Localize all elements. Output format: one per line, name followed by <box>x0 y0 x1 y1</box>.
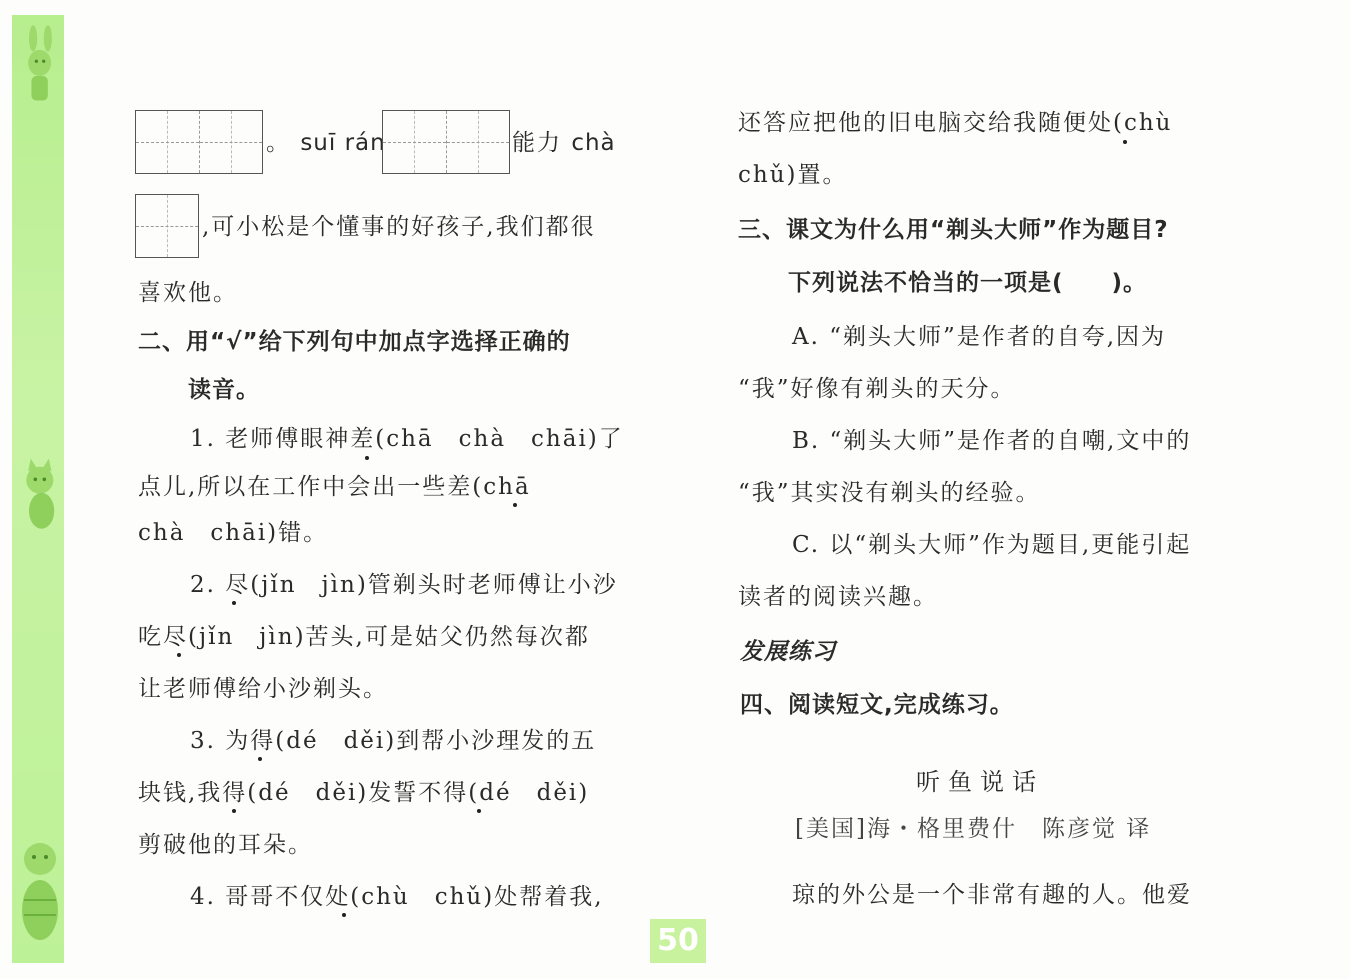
option-a-line-1: A. “剃头大师”是作者的自夸,因为 <box>792 324 1167 350</box>
sentence-line-3: 喜欢他。 <box>138 280 238 306</box>
option-b-line-1: B. “剃头大师”是作者的自嘲,文中的 <box>792 428 1192 454</box>
q2-line-2: 吃尽(jǐn jìn)苦头,可是姑父仍然每次都 <box>138 624 590 650</box>
emphasis-dot <box>232 809 236 813</box>
emphasis-dot <box>513 503 517 507</box>
q3-line-1: 3. 为得(dé děi)到帮小沙理发的五 <box>190 728 597 754</box>
emphasis-dot <box>258 757 262 761</box>
q2-line-1: 2. 尽(jǐn jìn)管剃头时老师傅让小沙 <box>190 572 618 598</box>
sentence-line-2: ,可小松是个懂事的好孩子,我们都很 <box>202 214 596 240</box>
section-3-heading: 三、课文为什么用“剃头大师”作为题目? <box>738 217 1169 243</box>
writing-grid-3[interactable] <box>135 194 199 258</box>
q3-line-3: 剪破他的耳朵。 <box>138 832 313 858</box>
section-3-heading-cont: 下列说法不恰当的一项是( )。 <box>788 270 1148 296</box>
story-first-line: 琼的外公是一个非常有趣的人。他爱 <box>792 882 1192 908</box>
writing-grid-1[interactable] <box>135 110 263 174</box>
section-4-heading: 四、阅读短文,完成练习。 <box>740 692 1014 718</box>
rabbit-cartoon-icon <box>10 22 66 112</box>
tiger-cartoon-icon <box>10 825 66 955</box>
option-a-line-2: “我”好像有剃头的天分。 <box>738 376 1016 402</box>
development-practice-heading: 发展练习 <box>740 639 836 665</box>
q4-line-3: chǔ)置。 <box>738 162 848 188</box>
q4-line-2: 还答应把他的旧电脑交给我随便处(chù <box>738 110 1173 136</box>
page-number: 50 <box>650 919 706 963</box>
section-2-heading: 二、用“√”给下列句中加点字选择正确的 <box>138 329 571 355</box>
q1-line-1: 1. 老师傅眼神差(chā chà chāi)了 <box>190 426 624 452</box>
option-b-line-2: “我”其实没有剃头的经验。 <box>738 480 1041 506</box>
pinyin-sui-ran: suī rán <box>300 130 386 156</box>
story-title: 听鱼说话 <box>916 768 1044 796</box>
story-author: [美国]海・格里费什 陈彦觉 译 <box>795 816 1152 842</box>
q3-line-2: 块钱,我得(dé děi)发誓不得(dé děi) <box>138 780 590 806</box>
pinyin-cha: chà <box>571 130 616 156</box>
writing-grid-2[interactable] <box>382 110 510 174</box>
q1-line-2: 点儿,所以在工作中会出一些差(chā <box>138 474 531 500</box>
emphasis-dot <box>477 809 481 813</box>
option-c-line-1: C. 以“剃头大师”作为题目,更能引起 <box>792 532 1192 558</box>
emphasis-dot <box>232 601 236 605</box>
emphasis-dot <box>365 456 369 460</box>
cat-cartoon-icon <box>10 455 66 545</box>
q2-line-3: 让老师傅给小沙剃头。 <box>138 676 388 702</box>
word-nengli: 能力 <box>512 130 562 156</box>
sentence-separator: 。 <box>266 130 291 156</box>
emphasis-dot <box>1123 140 1127 144</box>
section-2-heading-cont: 读音。 <box>188 377 260 403</box>
emphasis-dot <box>342 913 346 917</box>
q1-line-3: chà chāi)错。 <box>138 520 329 546</box>
option-c-line-2: 读者的阅读兴趣。 <box>738 584 938 610</box>
q4-line-1: 4. 哥哥不仅处(chù chǔ)处帮着我, <box>190 884 604 910</box>
emphasis-dot <box>177 653 181 657</box>
